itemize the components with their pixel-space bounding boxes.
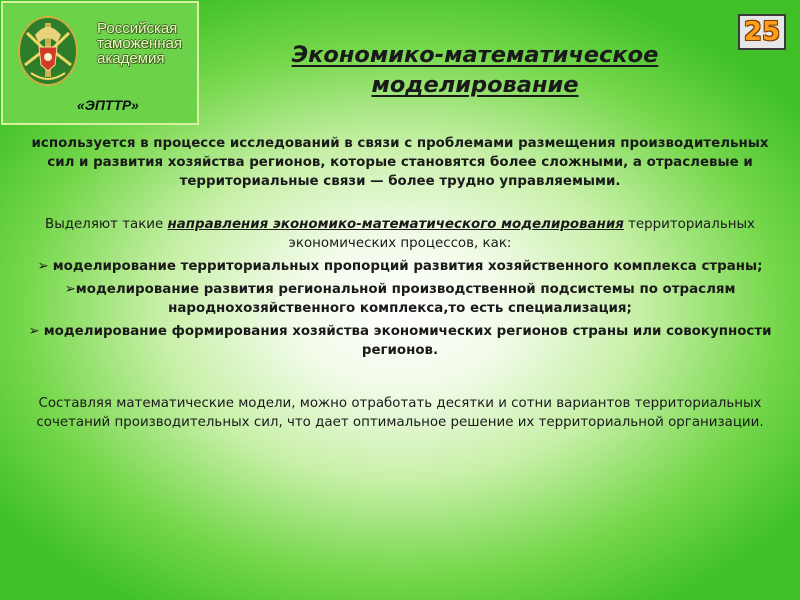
slide-content xyxy=(18,134,782,432)
department-label: «ЭПТТР» xyxy=(77,97,139,113)
bullet-text-2: моделирование развития региональной производственной подсистемы по отраслям народнохозяйственного комплекса,то есть специализация; xyxy=(75,282,736,316)
academy-name-line-2: таможенная xyxy=(97,35,182,52)
academy-name xyxy=(97,21,197,66)
intro-emphasis: направления экономико-математического моделирования xyxy=(167,217,624,232)
bullet-text-1: моделирование территориальных пропорций развития хозяйственного комплекса страны; xyxy=(52,259,763,274)
arrowhead-bullet-icon: ➢ xyxy=(28,324,40,339)
bullet-item-2 xyxy=(18,280,782,318)
academy-name-line-1: Российская xyxy=(97,20,178,37)
intro-text-before: Выделяют такие xyxy=(45,217,168,232)
customs-emblem-icon xyxy=(17,13,79,87)
intro-text-after: территориальных экономических процессов, как: xyxy=(288,217,755,251)
bullet-item-3 xyxy=(18,322,782,360)
academy-logo-box xyxy=(1,1,199,125)
bullet-item-1 xyxy=(18,257,782,276)
bullet-text-3: моделирование формирования хозяйства экономических регионов страны или совокупности регионов. xyxy=(43,324,772,358)
slide-title xyxy=(245,40,705,100)
slide-number-badge: 25 xyxy=(738,14,786,50)
intro-paragraph xyxy=(18,215,782,253)
closing-paragraph: Составляя математические модели, можно отработать десятки и сотни вариантов территориальных сочетаний производительных сил, что дает оптимальное решение их территориальной организации. xyxy=(36,396,764,430)
arrowhead-bullet-icon: ➢ xyxy=(37,259,49,274)
arrowhead-bullet-icon: ➢ xyxy=(64,282,76,297)
slide-title-line-1: Экономико-математическое xyxy=(291,42,659,68)
slide-title-line-2: моделирование xyxy=(371,72,579,98)
lead-paragraph: используется в процессе исследований в связи с проблемами размещения производительных сил и развития хозяйства регионов, которые становятся более сложными, а отраслевые и территориальные связи — более трудно управляемыми. xyxy=(31,136,769,189)
academy-name-line-3: академия xyxy=(97,50,165,67)
